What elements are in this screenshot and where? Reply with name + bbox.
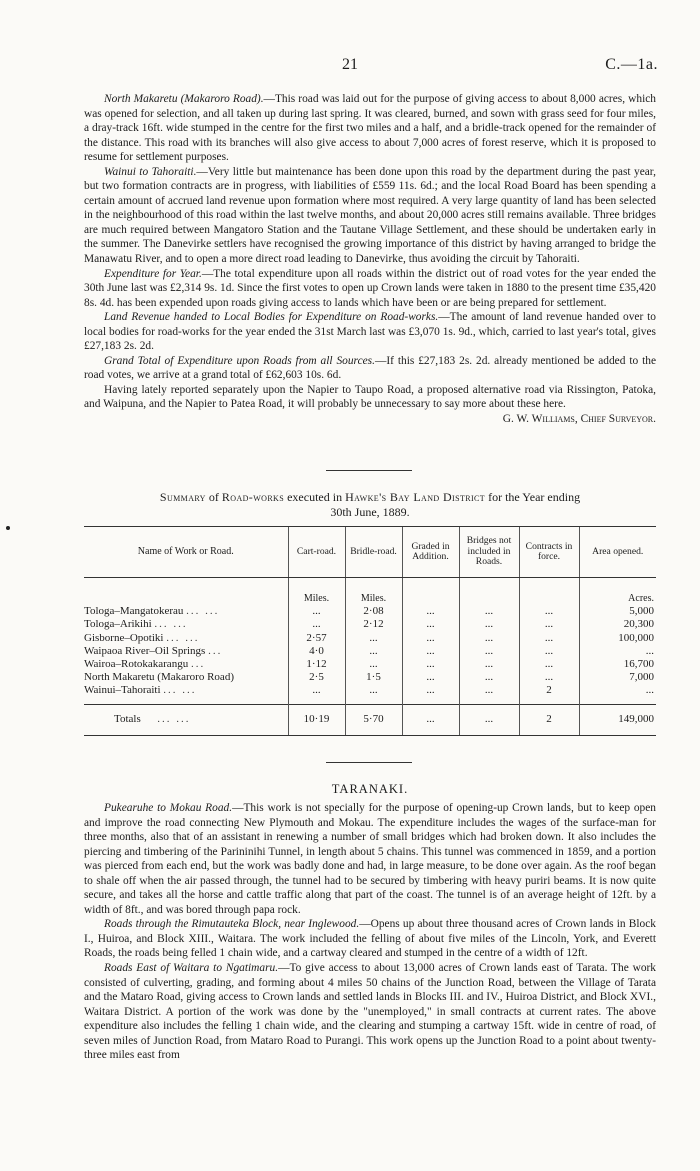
- paragraph-title: Roads through the Rimutauteka Block, near Inglewood.: [104, 918, 360, 931]
- graded-cell: ...: [402, 618, 459, 631]
- road-name-cell: [84, 618, 288, 631]
- paragraph-body: —Very little but maintenance has been done upon this road by the department during the past year, but two formation contracts are in progress, with liabilities of £559 11s. 6d.; and the local Road Board has been spending a certain amount of accrued land revenue upon formation where most required. A very large quantity of land has been selected in the neighbourhood of this road within the last twelve months, and about 20,000 acres still remains available. Three bridges are much required between Mangatoro Station and the Tautane Village Settlement, and these should be undertaken early in the summer. The Danevirke settlers have recognised the growing importance of this district by having arranged to bridge the Manawatu River, and to open a more direct road leading to Danevirke, thus avoiding the circuit by Tahoraiti.: [84, 165, 656, 266]
- column-header: Area opened.: [579, 527, 656, 578]
- bridges-cell: ...: [459, 658, 519, 671]
- column-header: Name of Work or Road.: [84, 527, 288, 578]
- units-row: [84, 578, 656, 606]
- paragraph: [84, 92, 656, 165]
- title-part: Road-works: [221, 490, 285, 504]
- contracts-cell: ...: [519, 605, 579, 618]
- cart-road-total: 10·19: [288, 704, 345, 735]
- paragraph-body: —The amount of land revenue handed over to local bodies for road-works for the year ended the 31st March last was £3,070 1s. 9d., which, carried to last year's total, gives £27,183 2s. 2d.: [84, 311, 656, 353]
- area-cell: 5,000: [579, 605, 656, 618]
- paragraph-body: Having lately reported separately upon the Napier to Taupo Road, a proposed alternative road via Rissington, Patoka, and Waipuna, and the Napier to Patea Road, it will probably be unnecessary to say more about these here.: [84, 383, 656, 411]
- cart-road-cell: 4·0: [288, 645, 345, 658]
- road-works-summary-table: [84, 526, 656, 736]
- table-row: [84, 658, 656, 671]
- road-name: Wainui–Tahoraiti: [84, 684, 161, 697]
- unit-cell: [519, 578, 579, 606]
- signature: G. W. Williams, Chief Surveyor.: [502, 413, 656, 426]
- title-part: of: [205, 490, 222, 504]
- bridges-total: ...: [459, 704, 519, 735]
- bridges-cell: ...: [459, 605, 519, 618]
- area-cell: ...: [579, 645, 656, 658]
- leader-dots: ... ...: [186, 605, 220, 618]
- contracts-cell: ...: [519, 671, 579, 684]
- paragraph: [84, 383, 656, 426]
- totals-row: [84, 704, 656, 735]
- unit-cell: [84, 578, 288, 606]
- graded-cell: ...: [402, 605, 459, 618]
- road-name: Tologa–Arikihi: [84, 618, 152, 631]
- title-part: 30th June, 1889.: [330, 505, 410, 519]
- road-name-cell: [84, 645, 288, 658]
- bridle-road-cell: ...: [345, 632, 402, 645]
- leader-dots: ... ...: [157, 713, 191, 726]
- unit-cell: [402, 578, 459, 606]
- paragraph-title: Pukearuhe to Mokau Road.: [104, 802, 233, 814]
- column-header: Graded in Addition.: [402, 527, 459, 578]
- divider: [326, 470, 412, 471]
- paragraph-body: —If this £27,183 2s. 2d. already mentioned be added to the road votes, we arrive at a grand total of £62,603 10s. 6d.: [84, 354, 656, 382]
- paragraph-body: —This work is not specially for the purpose of opening-up Crown lands, but to keep open and improve the road connecting New Plymouth and Mokau. The expenditure includes the wages of the surface-man for three months, also that of an assistant in renewing a number of small bridges which had broken down. It also includes the piercing and timbering of the Parininihi Tunnel, in length about 5 chains. This tunnel was commenced in 1859, and a portion was pierced from each end, but the work was badly done and had, in large measure, to be done over again. As the roof began to shale off when the air passed through, the tunnel had to be secured by timbering with heavy puriri beams. It is now quite secure, and takes all the horse and cattle traffic along that part of the coast. The tunnel is of an average height of 12ft. by a width of 8ft., and was bored through papa rock.: [84, 802, 656, 916]
- area-cell: 100,000: [579, 632, 656, 645]
- table-row: [84, 684, 656, 704]
- title-part: executed in: [284, 490, 346, 504]
- bridges-cell: ...: [459, 684, 519, 704]
- table-row: [84, 671, 656, 684]
- summary-table-title: [84, 490, 656, 520]
- leader-dots: ... ...: [166, 631, 200, 644]
- leader-dots: ...: [208, 644, 223, 657]
- paragraph-body: —To give access to about 13,000 acres of Crown lands east of Tarata. The work consisted of culverting, grading, and forming about 4 miles 50 chains of the Junction Road, between the Village of Tarata and the Mataro Road, giving access to Crown lands and settled lands in Blocks III. and IV., Huiroa District, and Block XVI., Waitara District. A portion of the work was done by the "unemployed," in small contracts at current rates. The above expenditure also includes the felling 1 chain wide, and the clearing and stumping a cartway 15ft. wide in centre of road, of seven miles of Junction Road, from Mataro Road to Purangi. This work opens up the Junction Road to a point about twenty-three miles east from: [84, 962, 656, 1062]
- area-cell: 20,300: [579, 618, 656, 631]
- page-number: 21: [342, 56, 358, 73]
- contracts-cell: ...: [519, 658, 579, 671]
- contracts-cell: 2: [519, 684, 579, 704]
- paragraph: [84, 165, 656, 267]
- table-row: [84, 605, 656, 618]
- road-name: North Makaretu (Makaroro Road): [84, 671, 234, 684]
- unit-cell: Acres.: [579, 578, 656, 606]
- paragraph-title: North Makaretu (Makaroro Road).: [104, 93, 264, 105]
- cart-road-cell: ...: [288, 684, 345, 704]
- bridle-road-cell: 1·5: [345, 671, 402, 684]
- bridle-road-cell: 2·08: [345, 605, 402, 618]
- area-cell: 16,700: [579, 658, 656, 671]
- hawkes-bay-section-text: [84, 92, 656, 427]
- graded-cell: ...: [402, 632, 459, 645]
- table-row: [84, 632, 656, 645]
- road-name-cell: [84, 605, 288, 618]
- taranaki-section-text: [84, 801, 656, 1063]
- column-header: Bridle-road.: [345, 527, 402, 578]
- paragraph: [84, 917, 656, 961]
- column-header: Bridges not included in Roads.: [459, 527, 519, 578]
- table-row: [84, 645, 656, 658]
- bridle-road-total: 5·70: [345, 704, 402, 735]
- bridges-cell: ...: [459, 671, 519, 684]
- title-part: for the Year ending: [485, 490, 581, 504]
- document-reference: C.—1a.: [605, 56, 658, 73]
- graded-total: ...: [402, 704, 459, 735]
- bridle-road-cell: ...: [345, 645, 402, 658]
- divider: [326, 762, 412, 763]
- graded-cell: ...: [402, 645, 459, 658]
- paragraph-body: —This road was laid out for the purpose of giving access to about 8,000 acres, which was opened for selection, and all taken up during last spring. It was cleared, burned, and sown with grass seed for four miles, a dray-track 16ft. wide stumped in the centre for the first two miles and a half, and a bridle-track opened for the remainder of the distance. This road with its branches will also give access to about 7,000 acres of forest reserve, which it is proposed to resume for settlement purposes.: [84, 93, 656, 164]
- paragraph: [84, 801, 656, 917]
- bridle-road-cell: ...: [345, 658, 402, 671]
- cart-road-cell: ...: [288, 605, 345, 618]
- contracts-cell: ...: [519, 618, 579, 631]
- column-header: Contracts in force.: [519, 527, 579, 578]
- contracts-cell: ...: [519, 632, 579, 645]
- bridges-cell: ...: [459, 618, 519, 631]
- totals-label-cell: [84, 704, 288, 735]
- unit-cell: Miles.: [345, 578, 402, 606]
- bridle-road-cell: ...: [345, 684, 402, 704]
- bridges-cell: ...: [459, 632, 519, 645]
- bridle-road-cell: 2·12: [345, 618, 402, 631]
- paragraph-title: Expenditure for Year.: [104, 267, 202, 280]
- area-cell: ...: [579, 684, 656, 704]
- road-name: Wairoa–Rotokakarangu: [84, 658, 189, 671]
- area-cell: 7,000: [579, 671, 656, 684]
- totals-label: Totals: [114, 713, 141, 726]
- cart-road-cell: 2·57: [288, 632, 345, 645]
- paragraph: [84, 354, 656, 383]
- paragraph: [84, 267, 656, 311]
- graded-cell: ...: [402, 671, 459, 684]
- graded-cell: ...: [402, 684, 459, 704]
- paragraph-title: Land Revenue handed to Local Bodies for Expenditure on Road-works.: [104, 311, 439, 324]
- paragraph-title: Wainui to Tahoraiti.: [104, 165, 197, 178]
- cart-road-cell: ...: [288, 618, 345, 631]
- contracts-cell: ...: [519, 645, 579, 658]
- cart-road-cell: 2·5: [288, 671, 345, 684]
- road-name-cell: [84, 671, 288, 684]
- leader-dots: ... ...: [154, 618, 188, 631]
- leader-dots: ... ...: [163, 684, 197, 697]
- leader-dots: ...: [190, 658, 206, 671]
- road-name-cell: [84, 684, 288, 704]
- road-name: Gisborne–Opotiki: [84, 631, 164, 644]
- road-name-cell: [84, 658, 288, 671]
- title-part: Summary: [159, 490, 206, 504]
- title-part: Hawke's Bay Land District: [345, 490, 486, 504]
- graded-cell: ...: [402, 658, 459, 671]
- contracts-total: 2: [519, 704, 579, 735]
- unit-cell: [459, 578, 519, 606]
- area-total: 149,000: [579, 704, 656, 735]
- paragraph-body: —The total expenditure upon all roads within the district out of road votes for the year ended the 30th June last was £2,314 9s. 1d. Since the first votes to open up Crown lands were taken in 1880 to the present time £35,420 8s. 4d. has been expended upon roads giving access to lands which have been or are being prepared for settlement.: [84, 267, 656, 309]
- paragraph-title: Roads East of Waitara to Ngatimaru.: [104, 962, 279, 975]
- column-header: Cart-road.: [288, 527, 345, 578]
- table-row: [84, 618, 656, 631]
- table-header-row: [84, 527, 656, 578]
- road-name: Tologa–Mangatokerau: [84, 605, 184, 618]
- bridges-cell: ...: [459, 645, 519, 658]
- margin-dot: [6, 526, 10, 530]
- paragraph-title: Grand Total of Expenditure upon Roads from all Sources.: [104, 354, 375, 367]
- paragraph: [84, 310, 656, 354]
- paragraph-body: —Opens up about three thousand acres of Crown lands in Block I., Huiroa, and Block XIII., Waitara. The work included the felling of about five miles of the Lincoln, York, and Everett Roads, the roads being felled 1 chain wide, and a cartway cleared and stumped in the centre of a width of 12ft.: [84, 918, 656, 960]
- unit-cell: Miles.: [288, 578, 345, 606]
- section-heading: TARANAKI.: [331, 782, 409, 796]
- cart-road-cell: 1·12: [288, 658, 345, 671]
- road-name-cell: [84, 632, 288, 645]
- paragraph: [84, 961, 656, 1063]
- road-name: Waipaoa River–Oil Springs: [84, 644, 206, 657]
